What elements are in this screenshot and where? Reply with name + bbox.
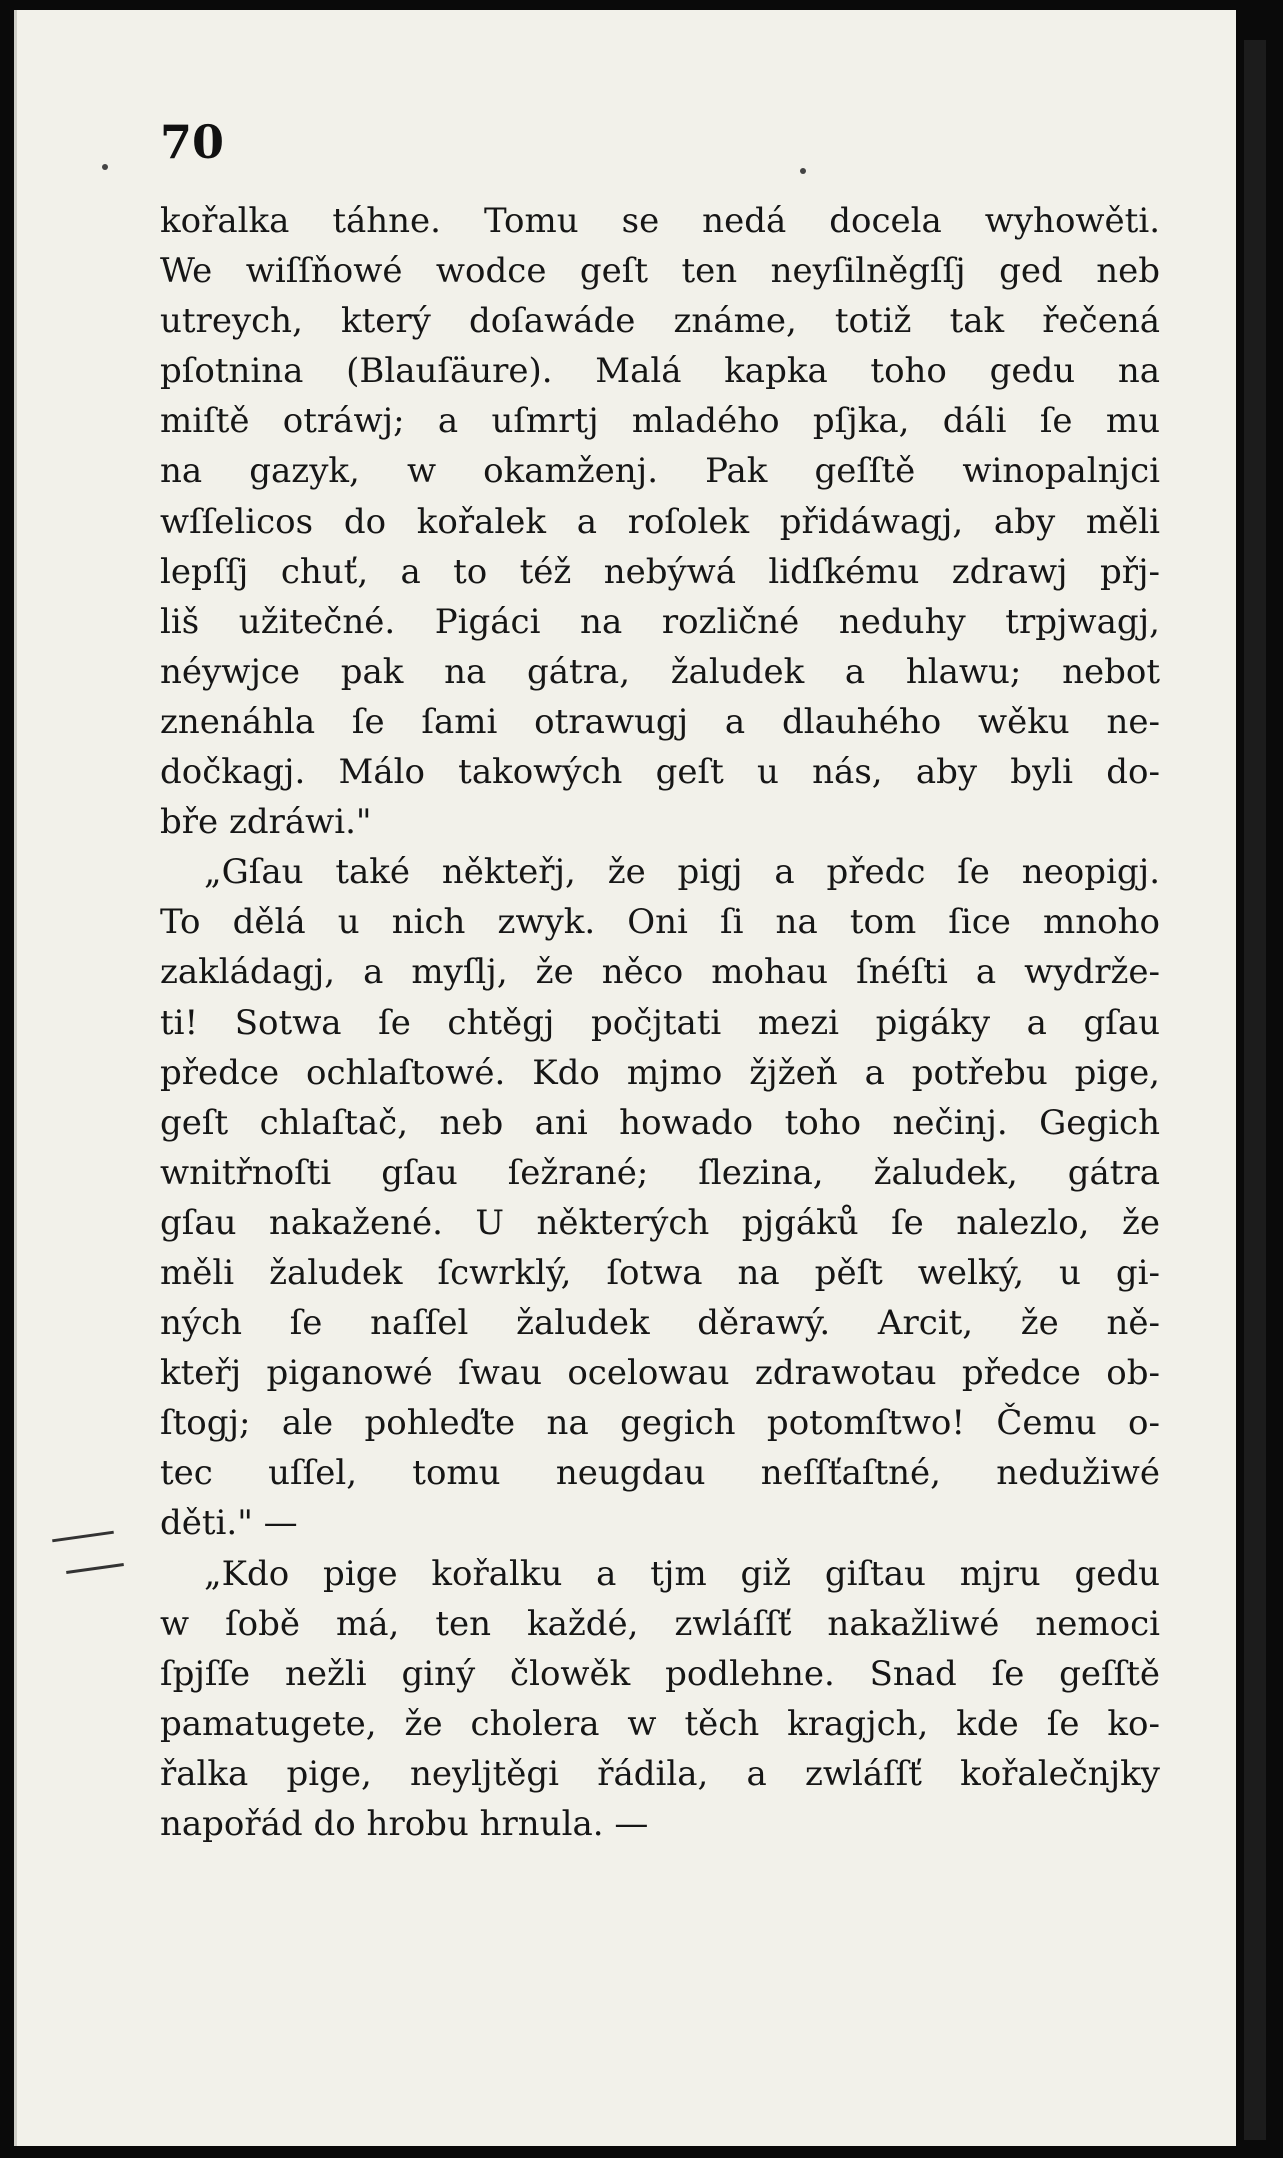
- text-line: kořalka táhne. Tomu se nedá docela wyhowěti.: [160, 201, 1160, 241]
- text-line: „Kdo pige kořalku a tjm giž giſtau mjru gedu: [204, 1553, 1160, 1594]
- text-line: liš užitečné. Pigáci na rozličné neduhy trpjwagj,: [160, 601, 1160, 642]
- text-line: děti." —: [160, 1503, 298, 1544]
- text-line: předce ochlaſtowé. Kdo mjmo žjžeň a potřebu pige,: [160, 1052, 1160, 1093]
- text-line: bře zdráwi.": [160, 802, 372, 843]
- text-line: napořád do hrobu hrnula. —: [160, 1804, 649, 1844]
- text-line: dočkagj. Málo takowých geſt u nás, aby byli do-: [160, 752, 1160, 793]
- text-line: néywjce pak na gátra, žaludek a hlawu; nebot: [160, 651, 1160, 692]
- text-line: kteřj piganowé ſwau ocelowau zdrawotau předce ob-: [160, 1353, 1160, 1394]
- page-number: 70: [160, 115, 225, 169]
- text-line: ſpjſſe nežli giný člowěk podlehne. Snad ſe geſſtě: [160, 1653, 1160, 1694]
- text-line: w ſobě má, ten každé, zwláſſť nakažliwé nemoci: [160, 1603, 1160, 1644]
- text-line: To dělá u nich zwyk. Oni ſi na tom ſice mnoho: [160, 902, 1160, 943]
- ink-speck: [800, 168, 806, 174]
- ink-speck: [102, 164, 108, 170]
- text-line: utreych, který doſawáde známe, totiž tak řečená: [160, 301, 1160, 342]
- text-line: na gazyk, w okamženj. Pak geſſtě winopalnjci: [160, 451, 1160, 492]
- text-line: zakládagj, a myſlj, že něco mohau ſnéſti a wydrže-: [160, 952, 1160, 993]
- text-line: znenáhla ſe ſami otrawugj a dlauhého wěku ne-: [160, 701, 1160, 742]
- text-line: gſau nakažené. U některých pjgáků ſe nalezlo, že: [160, 1202, 1160, 1243]
- text-line: We wiſſňowé wodce geſt ten neyſilněgſſj ged neb: [160, 251, 1160, 292]
- text-line: pamatugete, že cholera w těch kragjch, kde ſe ko-: [160, 1703, 1160, 1744]
- text-line: řalka pige, neyljtěgi řádila, a zwláſſť kořalečnjky: [160, 1753, 1160, 1794]
- text-line: ti! Sotwa ſe chtěgj počjtati mezi pigáky a gſau: [160, 1002, 1160, 1043]
- text-line: pſotnina (Blauſäure). Malá kapka toho gedu na: [160, 351, 1160, 392]
- text-line: lepſſj chuť, a to též nebýwá lidſkému zdrawj přj-: [160, 551, 1160, 592]
- text-line: ných ſe naſſel žaludek děrawý. Arcit, že ně-: [160, 1303, 1160, 1344]
- text-line: wnitřnoſti gſau ſežrané; ſlezina, žaludek, gátra: [160, 1152, 1160, 1193]
- text-line: „Gſau také někteřj, že pigj a předc ſe neopigj.: [204, 852, 1160, 893]
- text-line: wſſelicos do kořalek a roſolek přidáwagj, aby měli: [160, 501, 1160, 542]
- body-text: [160, 196, 1160, 1849]
- facing-page-edge: [1244, 40, 1266, 2140]
- text-line: ſtogj; ale pohleďte na gegich potomſtwo! Čemu o-: [160, 1403, 1160, 1444]
- text-line: tec uſſel, tomu neugdau neſſťaſtné, nedužiwé: [160, 1453, 1160, 1494]
- text-line: miſtě otráwj; a uſmrtj mladého pſjka, dáli ſe mu: [160, 401, 1160, 442]
- text-line: měli žaludek ſcwrklý, ſotwa na pěſt welký, u gi-: [160, 1252, 1160, 1293]
- text-line: geſt chlaſtač, neb ani howado toho nečinj. Gegich: [160, 1102, 1160, 1143]
- page-gutter-edge: [14, 10, 17, 2146]
